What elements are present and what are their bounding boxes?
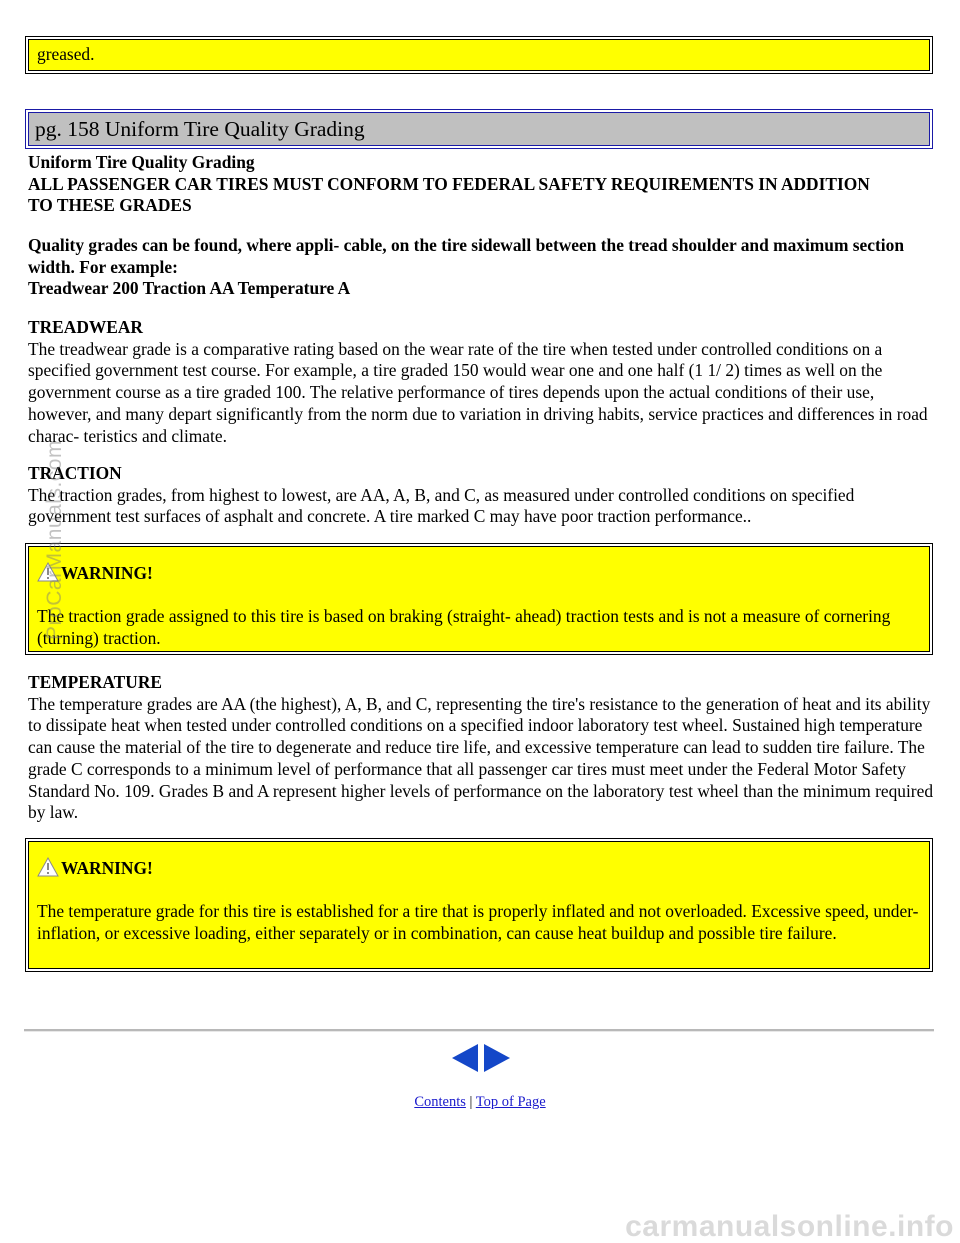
grade-location-section: [28, 235, 933, 300]
link-separator: |: [469, 1094, 473, 1110]
temperature-warning-box: [28, 841, 930, 969]
warning-body: The temperature grade for this tire is established for a tire that is properly inflated and not overloaded. Excessive speed, under-inflation, or excessive loading, either separately or in combination, can cause heat buildup and possible tire failure.: [37, 901, 919, 943]
intro-title: Uniform Tire Quality Grading: [28, 152, 255, 172]
traction-title: TRACTION: [28, 463, 122, 483]
nav-arrows-graphic: [452, 1043, 510, 1073]
continued-note-text: greased.: [37, 44, 95, 64]
arrow-left-icon[interactable]: [452, 1044, 478, 1072]
warning-heading: [37, 858, 921, 880]
temperature-section: [28, 672, 933, 824]
warning-title: WARNING!: [61, 563, 153, 584]
contents-link[interactable]: Contents: [414, 1094, 466, 1110]
grade-location-text: Quality grades can be found, where appli- cable, on the tire sidewall between the tread shoulder and maximum section width. For example:: [28, 235, 904, 277]
page-heading-bar: [28, 112, 930, 146]
grade-example: Treadwear 200 Traction AA Temperature A: [28, 278, 351, 299]
page-navigation: [452, 1043, 510, 1073]
arrow-right-icon[interactable]: [484, 1044, 510, 1072]
temperature-body: The temperature grades are AA (the highest), A, B, and C, representing the tire's resistance to the generation of heat and its ability to dissipate heat when tested under controlled conditions on a specified indoor laboratory test wheel. Sustained high temperature can cause the material of the tire to degenerate and reduce tire life, and excessive temperature can lead to sudden tire failure. The grade C corresponds to a minimum level of performance that all passenger car tires must meet under the Federal Motor Safety Standard No. 109. Grades B and A represent higher levels of performance on the laboratory test wheel than the minimum required by law.: [28, 693, 934, 823]
warning-heading: [37, 563, 921, 585]
continued-note-box: [28, 39, 930, 71]
top-of-page-link[interactable]: Top of Page: [475, 1094, 546, 1110]
intro-notice: ALL PASSENGER CAR TIRES MUST CONFORM TO FEDERAL SAFETY REQUIREMENTS IN ADDITION TO THESE GRADES: [28, 173, 870, 216]
bottom-watermark: carmanualsonline.info: [625, 1210, 954, 1243]
temperature-title: TEMPERATURE: [28, 672, 162, 692]
warning-body: The traction grade assigned to this tire is based on braking (straight- ahead) traction tests and is not a measure of cornering (turning) traction.: [37, 606, 891, 648]
side-watermark: ProCarManuals.com: [43, 440, 66, 640]
traction-warning-box: [28, 546, 930, 652]
warning-title: WARNING!: [61, 858, 153, 879]
traction-section: [28, 463, 933, 528]
warning-triangle-icon: [37, 857, 59, 877]
footer-divider: [24, 1029, 934, 1032]
traction-body: The traction grades, from highest to lowest, are AA, A, B, and C, as measured under controlled conditions on specified government test surfaces of asphalt and concrete. A tire marked C may have poor traction performance..: [28, 484, 855, 527]
treadwear-section: [28, 317, 933, 447]
intro-section: [28, 152, 933, 217]
treadwear-title: TREADWEAR: [28, 317, 143, 337]
treadwear-body: The treadwear grade is a comparative rating based on the wear rate of the tire when tested under controlled conditions on a specified government test course. For example, a tire graded 150 would wear one and one half (1 1/ 2) times as well on the government course as a tire graded 100. The relative performance of tires depends upon the actual conditions of their use, however, and many depart significantly from the norm due to variation in driving habits, service practices and differences in road charac- teristics and climate.: [28, 338, 928, 446]
page-title: pg. 158 Uniform Tire Quality Grading: [35, 117, 365, 141]
footer-links: [0, 1092, 960, 1114]
